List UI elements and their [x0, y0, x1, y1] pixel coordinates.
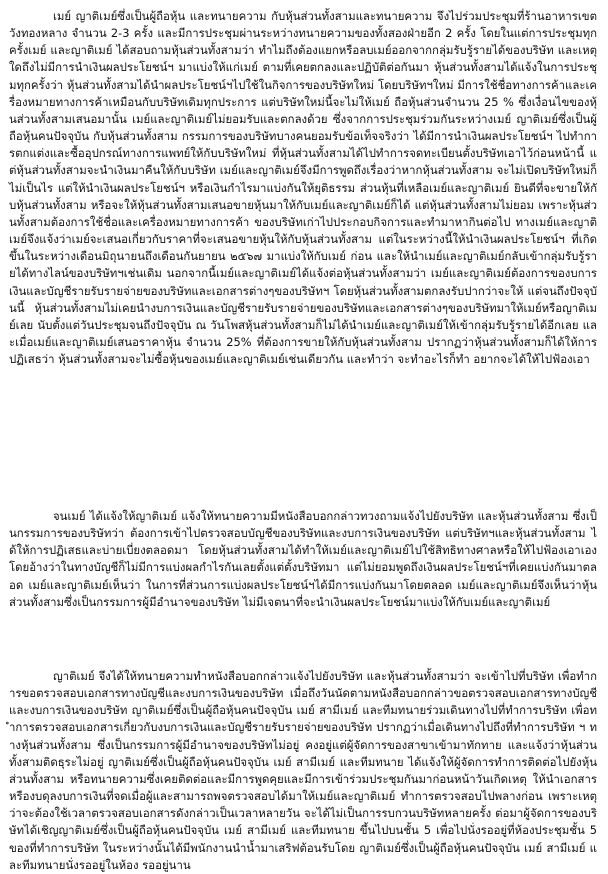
paragraph-1: เมย์ ญาติเมย์ซึ่งเป็นผู้ถือหุ้น และทนายความ กับหุ้นส่วนทั้งสามและทนายความ จึงไปร่วมประชุมที่ร้านอาหารเขตวังทองหลาง จำนวน 2-3 ครั้ง และมีการประชุมผ่านระหว่างทนายความของทั้งสองฝ่ายอีก 2 ครั้ง โดยในแต่การประชุมทุกครั้งเมย์ และญาติเมย์ ได้สอบถามหุ้นส่วนทั้งสามว่า ทำไมถึงต้องแยกหรือลบเมย์ออกจากกลุ่มรับรู้รายได้ของบริษัท และเหตุใดถึงไม่มีการนำเงินผลประโยชน์ฯ มาแบ่งให้แก่เมย์ ตามที่เคยตกลงและปฏิบัติต่อกันมา หุ้นส่วนทั้งสามได้แจ้งในการประชุมทุกครั้งว่า หุ้นส่วนทั้งสามได้นำผลประโยชน์ฯไปใช้ในกิจการของบริษัทใหม่ โดยบริษัทฯใหม่ มีการใช้ชื่อทางการค้าและเครื่องหมายทางการค้าเหมือนกับบริษัทเดิมทุกประการ แต่บริษัทใหม่นี้จะไม่ให้เมย์ ถือหุ้นส่วนจำนวน 25 % ซึ่งเงื่อนไขของหุ้นส่วนทั้งสามเสนอมานั้น เมย์และญาติเมย์ไม่ยอมรับและตกลงด้วย ซึ่งจากการประชุมร่วมกันระหว่างเมย์ ญาติเมย์ซึ่งเป็นผู้ถือหุ้นคนปัจจุบัน กับหุ้นส่วนทั้งสาม กรรมการของบริษัทบางคนยอมรับข้อเท็จจริงว่า ได้มีการนำเงินผลประโยชน์ฯ ไปทำการตกแต่งและซื้ออุปกรณ์ทางการแพทย์ให้กับบริษัทใหม่ ที่หุ้นส่วนทั้งสามได้ไปทำการจดทะเบียนตั้งบริษัทเอาไว้ก่อนหน้านี้ แต่หุ้นส่วนทั้งสามจะนำเงินมาคืนให้กับบริษัท เมย์และญาติเมย์จึงมีการพูดถึงเรื่องว่าหากหุ้นส่วนทั้งสาม จะไม่เปิดบริษัทใหม่ก็ไม่เป็นไร แต่ให้นำเงินผลประโยชน์ฯ หรือเงินกำไรมาแบ่งกันให้ยุติธรรม ส่วนหุ้นที่เหลือเมย์และญาติเมย์ ยินดีที่จะขายให้กับหุ้นส่วนทั้งสาม หรือจะให้หุ้นส่วนทั้งสามเสนอขายหุ้นมาให้กับเมย์และญาติเมย์ก็ได้ แต่หุ้นส่วนทั้งสามไม่ยอม เพราะหุ้นส่วนทั้งสามต้องการใช้ชื่อและเครื่องหมายทางการค้า ของบริษัทเก่าไปประกอบกิจการและทำมาหากินต่อไป ทางเมย์และญาติเมย์จึงแจ้งว่าเมย์จะเสนอเกี่ยวกับราคาที่จะเสนอขายหุ้นให้กับหุ้นส่วนทั้งสาม แต่ในระหว่างนี้ให้นำเงินผลประโยชน์ฯ ที่เกิดขึ้นในระหว่างเดือนมิถุนายนถึงเดือนกันยายน ๒๕๖๗ มาแบ่งให้กับเมย์ ก่อน และให้นำเมย์และญาติเมย์กลับเข้ากลุ่มรับรู้รายได้ทางไลน์ของบริษัทฯเช่นเดิม นอกจากนี้เมย์และญาติเมย์ได้แจ้งต่อหุ้นส่วนทั้งสามว่า เมย์และญาติเมย์ต้องการของบการเงินและบัญชีรายรับรายจ่ายของบริษัทและเอกสารต่างๆของบริษัทฯ โดยหุ้นส่วนทั้งสามตกลงรับปากว่าจะให้ แต่จนถึงปัจจุบันนี้ หุ้นส่วนทั้งสามไม่เคยนำงบการเงินและบัญชีรายรับรายจ่ายของบริษัทและเอกสารต่างๆของบริษัทมาให้เมย์หรือญาติเมย์เลย นับตั้งแต่วันประชุมจนถึงปัจจุบัน ณ วันโพสหุ้นส่วนทั้งสามก็ไม่ได้นำเมย์และญาติเมย์ให้เข้ากลุ่มรับรู้รายได้อีกเลย และเมื่อเมย์และญาติเมย์เสนอราคาหุ้น จำนวน 25% ที่ต้องการขายให้กับหุ้นส่วนทั้งสาม ปรากฏว่าหุ้นส่วนทั้งสามก็ได้ให้การปฏิเสธว่า หุ้นส่วนทั้งสามจะไม่ซื้อหุ้นของเมย์และญาติเมย์เช่นเดียวกัน และทำว่า จะทำอะไรก็ทำ อยากจะได้ให้ไปฟ้องเอา — [9, 9, 597, 367]
paragraph-3: ญาติเมย์ จึงได้ให้ทนายความทำหนังสือบอกกล่าวแจ้งไปยังบริษัท และหุ้นส่วนทั้งสามว่า จะเข้าไปที่บริษัท เพื่อทำการขอตรวจสอบเอกสารทางบัญชีและงบการเงินของบริษัท เมื่อถึงวันนัดตามหนังสือบอกกล่าวขอตรวจสอบเอกสารทางบัญชีและงบการเงินของบริษัท ญาติเมย์ซึ่งเป็นผู้ถือหุ้นคนปัจจุบัน เมย์ สามีเมย์ และทีมทนายร่วมเดินทางไปที่ทำการบริษัท เพื่อทำการตรวจสอบเอกสารเกี่ยวกับงบการเงินและบัญชีรายรับรายจ่ายของบริษัท ปรากฏว่าเมื่อเดินทางไปถึงที่ทำการบริษัท ฯ ทางหุ้นส่วนทั้งสาม ซึ่งเป็นกรรมการผู้มีอำนาจของบริษัทไม่อยู่ คงอยู่แต่ผู้จัดการของสาขาเข้ามาทักทาย และแจ้งว่าหุ้นส่วนทั้งสามติดธุระไม่อยู่ ญาติเมย์ซึ่งเป็นผู้ถือหุ้นคนปัจจุบัน เมย์ สามีเมย์ และทีมทนาย ได้แจ้งให้ผู้จัดการทำการติดต่อไปยังหุ้นส่วนทั้งสาม หรือทนายความซึ่งเคยติดต่อและมีการพูดคุยและมีการเข้าร่วมประชุมกันมาก่อนหน้าวันเกิดเหตุ ให้นำเอกสารหรืองบดุลงบการเงินที่จดเมื่อผู้และสามารถพจตรวจสอบได้มาให้เมย์และญาติเมย์ ทำการตรวจสอบไปพลางก่อน เพราะเหตุว่าจะต้องใช้เวลาตรวจสอบเอกสารดังกล่าวเป็นเวลาหลายวัน จะได้ไม่เป็นการรบกวนบริษัทหลายครั้ง ต่อมาผู้จัดการของบริษัทได้เชิญญาติเมย์ซึ่งเป็นผู้ถือหุ้นคนปัจจุบัน เมย์ สามีเมย์ และทีมทนาย ขึ้นไปบนชั้น 5 เพื่อไปนั่งรออยู่ที่ห้องประชุมชั้น 5 ของที่ทำการบริษัท ในระหว่างนั้นได้มีพนักงานนำน้ำมาเสริฟต้อนรับโดย ญาติเมย์ซึ่งเป็นผู้ถือหุ้นคนปัจจุบัน เมย์ สามีเมย์ และทีมทนายนั่งรออยู่ในห้อง รออยู่นาน — [9, 669, 597, 872]
paragraph-2: จนเมย์ ได้แจ้งให้ญาติเมย์ แจ้งให้ทนายความมีหนังสือบอกกล่าวทวงถามแจ้งไปยังบริษัท และหุ้นส่วนทั้งสาม ซึ่งเป็นกรรมการของบริษัทว่า ต้องการเข้าไปตรวจสอบบัญชีของบริษัทและงบการเงินของบริษัท แต่บริษัทฯและหุ้นส่วนทั้งสาม ได้ให้การปฏิเสธและบ่ายเบี่ยงตลอดมา โดยหุ้นส่วนทั้งสามได้ทำให้เมย์และญาติเมย์ไปใช้สิทธิทางศาลหรือให้ไปฟ้องเอาเอง โดยอ้างว่าในทางบัญชีก็ไม่มีการแบ่งผลกำไรกันเลยตั้งแต่ตั้งบริษัทมา แต่ไม่ยอมพูดถึงเงินผลประโยชน์ฯที่เคยแบ่งกันมาตลอด เมย์และญาติเมย์เห็นว่า ในการที่ส่วนการแบ่งผลประโยชน์ฯได้มีการแบ่งกันมาโดยตลอด เมย์และญาติเมย์จึงเห็นว่าหุ้นส่วนทั้งสามซึ่งเป็นกรรมการผู้มีอำนาจของบริษัท ไม่มีเจตนาที่จะนำเงินผลประโยชน์มาแบ่งให้กับเมย์และญาติเมย์ — [9, 509, 597, 609]
